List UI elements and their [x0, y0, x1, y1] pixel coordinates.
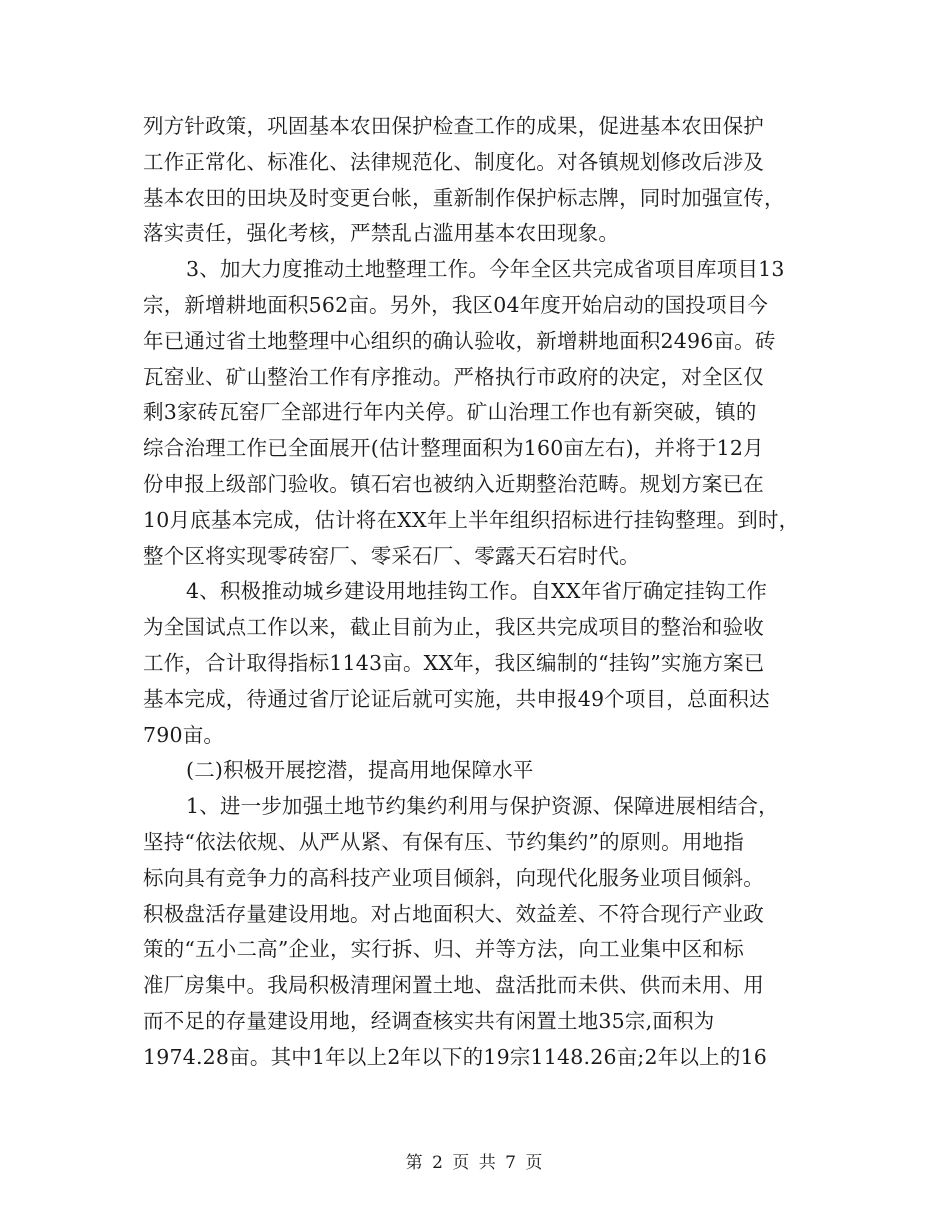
- text-line: 宗，新增耕地面积562亩。另外，我区04年度开始启动的国投项目今: [143, 292, 769, 317]
- text-line: 3、加大力度推动土地整理工作。今年全区共完成省项目库项目13: [186, 257, 785, 282]
- text-line: (二)积极开展挖潜，提高用地保障水平: [186, 758, 534, 783]
- text-line: 为全国试点工作以来，截止目前为止，我区共完成项目的整治和验收: [143, 615, 764, 640]
- text-line: 基本农田的田块及时变更台帐，重新制作保护标志牌，同时加强宣传，: [143, 185, 785, 210]
- text-line: 策的“五小二高”企业，实行拆、归、并等方法，向工业集中区和标: [143, 937, 744, 962]
- text-line: 列方针政策，巩固基本农田保护检查工作的成果，促进基本农田保护: [143, 114, 764, 138]
- text-line: 综合治理工作已全面展开(估计整理面积为160亩左右)，并将于12月: [143, 436, 764, 461]
- text-line: 年已通过省土地整理中心组织的确认验收，新增耕地面积2496亩。砖: [143, 328, 776, 353]
- text-line: 4、积极推动城乡建设用地挂钩工作。自XX年省厅确定挂钩工作: [186, 579, 768, 604]
- text-line: 份申报上级部门验收。镇石宕也被纳入近期整治范畴。规划方案已在: [143, 471, 764, 496]
- text-line: 坚持“依法依规、从严从紧、有保有压、节约集约”的原则。用地指: [143, 829, 744, 854]
- document-body: [143, 109, 823, 1076]
- text-line: 工作正常化、标准化、法律规范化、制度化。对各镇规划修改后涉及: [143, 149, 764, 174]
- text-line: 1974.28亩。其中1年以上2年以下的19宗1148.26亩;2年以上的16: [143, 1044, 768, 1069]
- text-line: 剩3家砖瓦窑厂全部进行年内关停。矿山治理工作也有新突破，镇的: [143, 400, 757, 425]
- text-line: 790亩。: [143, 722, 225, 747]
- text-line: 标向具有竞争力的高科技产业项目倾斜，向现代化服务业项目倾斜。: [143, 865, 764, 890]
- text-line: 基本完成，待通过省厅论证后就可实施，共申报49个项目，总面积达: [143, 686, 770, 711]
- page-footer: 第 2 页 共 7 页: [405, 1153, 545, 1173]
- text-line: 而不足的存量建设用地，经调查核实共有闲置土地35宗,面积为: [143, 1008, 715, 1033]
- text-line: 瓦窑业、矿山整治工作有序推动。严格执行市政府的决定，对全区仅: [143, 364, 764, 389]
- text-line: 整个区将实现零砖窑厂、零采石厂、零露天石宕时代。: [143, 543, 640, 568]
- text-line: 1、进一步加强土地节约集约利用与保护资源、保障进展相结合，: [186, 794, 779, 819]
- text-line: 工作，合计取得指标1143亩。XX年，我区编制的“挂钩”实施方案已: [143, 650, 765, 675]
- text-line: 积极盘活存量建设用地。对占地面积大、效益差、不符合现行产业政: [143, 901, 764, 926]
- text-line: 10月底基本完成，估计将在XX年上半年组织招标进行挂钩整理。到时，: [143, 507, 800, 532]
- text-line: 落实责任，强化考核，严禁乱占滥用基本农田现象。: [143, 221, 620, 246]
- text-line: 准厂房集中。我局积极清理闲置土地、盘活批而未供、供而未用、用: [143, 973, 764, 998]
